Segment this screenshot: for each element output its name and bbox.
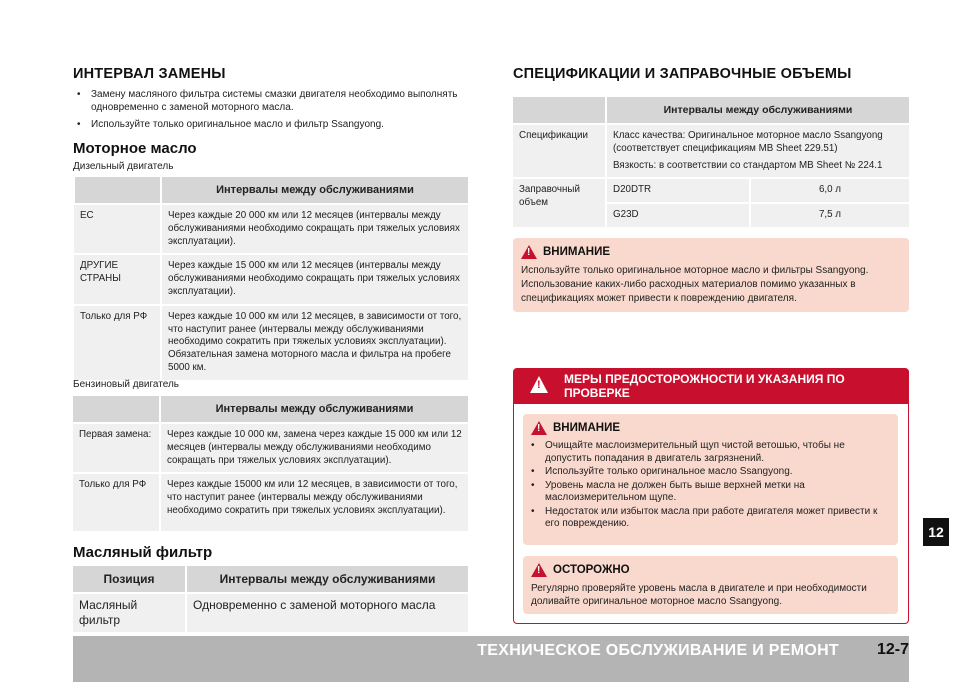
table-header-empty [513,97,606,124]
oil-filter-table [73,566,468,632]
list-item: • Замену масляного фильтра системы смазки двигателя необходимо выполнять одновременно с заменой моторного масла. [73,89,468,114]
table-header-empty [74,177,161,204]
interval-bullets [73,89,468,137]
row-label: Спецификации [513,124,606,178]
row-label: Первая замена: [73,423,160,473]
engine-volume: 6,0 л [750,178,909,203]
table-header: Интервалы между обслуживаниями [606,97,909,124]
list-item: • Недостаток или избыток масла при работе двигателя может привести к его повреждению. [527,506,890,531]
warning-box [523,414,898,545]
oil-filter-heading: Масляный фильтр [73,544,213,561]
table-header: Интервалы между обслуживаниями [160,396,468,423]
list-item: • Используйте только оригинальное масло Ssangyong. [527,466,890,479]
interval-heading: ИНТЕРВАЛ ЗАМЕНЫ [73,66,226,82]
table-header-empty [73,396,160,423]
spec-heading: СПЕЦИФИКАЦИИ И ЗАПРАВОЧНЫЕ ОБЪЕМЫ [513,66,852,82]
warning-title-text: ВНИМАНИЕ [553,422,621,434]
row-label: Масляный фильтр [73,593,186,632]
row-text: Через каждые 15000 км или 12 месяцев, в зависимости от того, что наступит ранее (интервалы между обслуживаниями необходимо сократить при тяжелых условиях эксплуатации). [160,473,468,531]
warning-box [513,238,909,312]
warning-icon [531,421,547,435]
footer-title: ТЕХНИЧЕСКОЕ ОБСЛУЖИВАНИЕ И РЕМОНТ [477,642,839,659]
spec-quality: Класс качества: Оригинальное моторное масло Ssangyong (соответствует спецификациям MB Sheet 229.51) [613,130,883,154]
caution-box [523,556,898,614]
warning-title [521,245,909,259]
precaution-panel [513,368,909,624]
table-header: Интервалы между обслуживаниями [186,566,468,593]
diesel-label: Дизельный двигатель [73,161,174,172]
spec-text [606,124,909,178]
list-item: • Очищайте маслоизмерительный щуп чистой ветошью, чтобы не допустить попадания в двигатель загрязнений. [527,440,890,465]
caution-title-text: ОСТОРОЖНО [553,564,630,576]
chapter-tab[interactable]: 12 [923,518,949,546]
engine-name: G23D [606,203,750,227]
engine-oil-heading: Моторное масло [73,140,197,157]
petrol-label: Бензиновый двигатель [73,379,180,390]
row-text: Через каждые 10 000 км, замена через каждые 15 000 км или 12 месяцев (интервалы между обслуживаниями необходимо сокращать при тяжелых условиях эксплуатации). [160,423,468,473]
warning-icon [531,563,547,577]
spec-table [513,97,909,227]
warning-title-text: ВНИМАНИЕ [543,246,611,258]
row-text: Через каждые 15 000 км или 12 месяцев (интервалы между обслуживаниями необходимо сокращать при тяжелых условиях эксплуатации). [161,254,468,304]
footer-bar [73,636,909,682]
precaution-title: МЕРЫ ПРЕДОСТОРОЖНОСТИ И УКАЗАНИЯ ПО ПРОВЕРКЕ [564,372,845,400]
precaution-bullets [527,440,890,531]
diesel-table [73,177,468,380]
row-text: Через каждые 10 000 км или 12 месяцев, в зависимости от того, что наступит ранее (интервалы между обслуживаниями необходимо сократить при тяжелых условиях эксплуатации). Обязательная замена моторного масла и фильтра на пробеге 5000 км. [161,305,468,380]
list-item: • Уровень масла не должен быть выше верхней метки на маслоизмерительном щупе. [527,480,890,505]
list-item: • Используйте только оригинальное масло и фильтр Ssangyong. [73,119,468,132]
caution-title [531,563,898,577]
petrol-table [73,396,468,531]
warning-title [531,421,898,435]
row-label: ЕС [74,204,161,254]
row-label: Только для РФ [74,305,161,380]
row-label: ДРУГИЕ СТРАНЫ [74,254,161,304]
warning-icon [521,245,537,259]
table-header: Позиция [73,566,186,593]
warning-text: Используйте только оригинальное моторное масло и фильтры Ssangyong. Использование каких-либо расходных материалов помимо указанных в спецификациях может привести к повреждению двигателя. [521,265,869,304]
engine-volume: 7,5 л [750,203,909,227]
page-number: 12-7 [876,641,909,658]
precaution-header [514,369,908,404]
warning-icon: ! [530,376,548,393]
row-text: Одновременно с заменой моторного масла [186,593,468,632]
row-text: Через каждые 20 000 км или 12 месяцев (интервалы между обслуживаниями необходимо сокращать при тяжелых условиях эксплуатации). [161,204,468,254]
caution-text: Регулярно проверяйте уровень масла в двигателе и при необходимости доливайте оригинальное моторное масло Ssangyong. [531,583,867,607]
row-label: Только для РФ [73,473,160,531]
table-header: Интервалы между обслуживаниями [161,177,468,204]
spec-viscosity: Вязкость: в соответствии со стандартом MB Sheet № 224.1 [613,159,883,171]
engine-name: D20DTR [606,178,750,203]
row-label: Заправочный объем [513,178,606,227]
